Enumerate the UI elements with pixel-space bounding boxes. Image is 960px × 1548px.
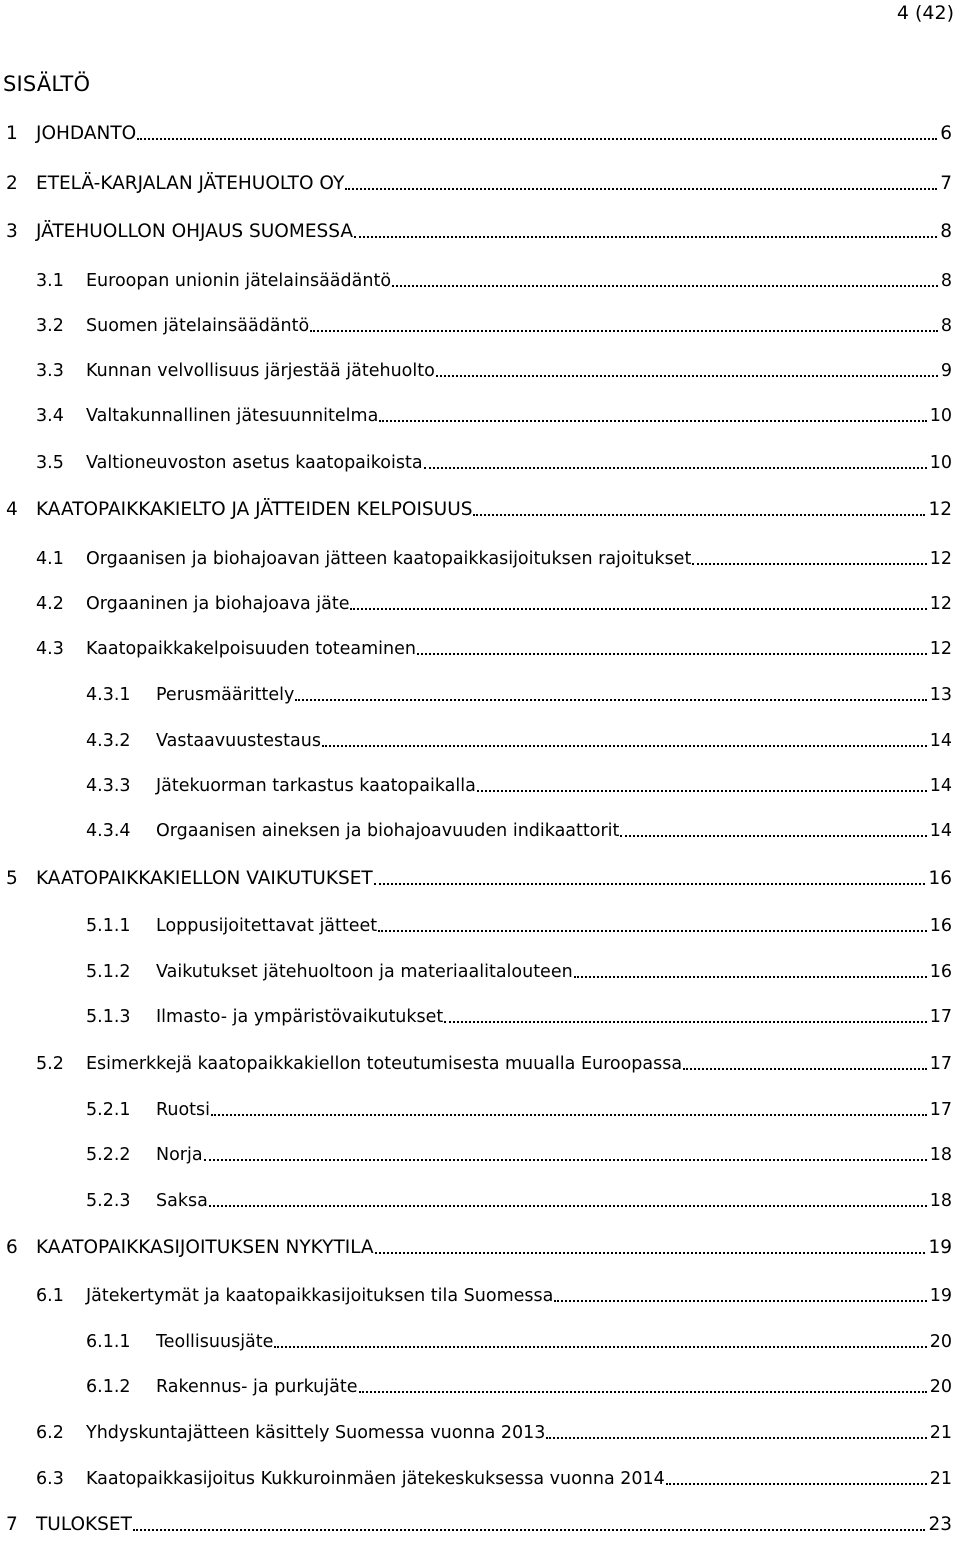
toc-entry-page: 12 [929,594,952,614]
toc-entry-number: 3.3 [36,361,64,381]
toc-entry-title: Kaatopaikkasijoitus Kukkuroinmäen jätekeskuksessa vuonna 2014 [86,1469,665,1489]
toc-entry[interactable] [6,1512,952,1538]
toc-dot-leader [620,834,926,837]
toc-entry-number: 5.2.2 [86,1145,131,1165]
toc-entry-title: KAATOPAIKKAKIELLON VAIKUTUKSET [36,868,373,889]
toc-entry-page: 18 [929,1145,952,1165]
toc-entry-title: Orgaaninen ja biohajoava jäte [86,594,350,614]
toc-entry[interactable] [6,497,952,523]
toc-entry[interactable] [86,1188,952,1214]
toc-entry[interactable] [86,682,952,708]
toc-entry-page: 12 [929,549,952,569]
toc-entry[interactable] [36,1283,952,1309]
toc-entry[interactable] [86,1142,952,1168]
toc-entry-number: 6.1.1 [86,1332,131,1352]
toc-entry-title: Rakennus- ja purkujäte [156,1377,358,1397]
toc-entry-title: Norja [156,1145,203,1165]
toc-entry-title: Vaikutukset jätehuoltoon ja materiaalitalouteen [156,962,573,982]
toc-dot-leader [274,1345,926,1348]
toc-entry-page: 9 [940,361,952,381]
toc-entry-page: 17 [929,1007,952,1027]
toc-entry-title: Suomen jätelainsäädäntö [86,316,310,336]
toc-entry-title: Kunnan velvollisuus järjestää jätehuolto [86,361,435,381]
toc-entry-title: Kaatopaikkakelpoisuuden toteaminen [86,639,416,659]
toc-entry[interactable] [36,268,952,294]
toc-entry-page: 8 [940,221,952,242]
toc-entry-page: 19 [929,1286,952,1306]
toc-dot-leader [375,1251,926,1254]
toc-entry[interactable] [86,773,952,799]
toc-entry[interactable] [6,121,952,147]
toc-entry[interactable] [36,1420,952,1446]
toc-entry-number: 6.1 [36,1286,64,1306]
toc-entry-number: 4.3.1 [86,685,131,705]
toc-entry[interactable] [36,358,952,384]
toc-entry[interactable] [86,818,952,844]
toc-entry-title: Valtioneuvoston asetus kaatopaikoista [86,453,423,473]
toc-entry-title: Esimerkkejä kaatopaikkakiellon toteutumisesta muualla Euroopassa [86,1054,683,1074]
toc-entry-title: TULOKSET [36,1514,132,1535]
toc-entry-title: Vastaavuustestaus [156,731,321,751]
toc-entry[interactable] [6,219,952,245]
toc-entry-number: 4.3.4 [86,821,131,841]
toc-entry-number: 3.4 [36,406,64,426]
toc-dot-leader [692,562,926,565]
toc-entry-page: 14 [929,776,952,796]
toc-entry[interactable] [36,313,952,339]
toc-entry[interactable] [36,1466,952,1492]
toc-dot-leader [417,652,927,655]
toc-entry-page: 19 [928,1237,952,1258]
toc-dot-leader [354,235,937,238]
toc-dot-leader [683,1067,927,1070]
toc-title: SISÄLTÖ [3,72,91,96]
toc-entry-number: 5.1.2 [86,962,131,982]
toc-entry[interactable] [36,403,952,429]
toc-entry-page: 16 [928,868,952,889]
toc-entry[interactable] [36,1051,952,1077]
toc-entry-title: Orgaanisen aineksen ja biohajoavuuden indikaattorit [156,821,620,841]
toc-entry-title: JÄTEHUOLLON OHJAUS SUOMESSA [36,221,353,242]
toc-entry-title: Ruotsi [156,1100,211,1120]
toc-entry-page: 12 [929,639,952,659]
toc-entry-number: 4.1 [36,549,64,569]
toc-dot-leader [378,929,927,932]
toc-entry-title: Perusmäärittely [156,685,295,705]
toc-entry-page: 23 [928,1514,952,1535]
toc-dot-leader [137,137,937,140]
toc-dot-leader [666,1482,927,1485]
toc-entry[interactable] [6,866,952,892]
toc-entry-number: 3.2 [36,316,64,336]
toc-entry-page: 10 [929,453,952,473]
toc-dot-leader [436,374,938,377]
toc-entry-page: 17 [929,1054,952,1074]
toc-entry-title: Jätekertymät ja kaatopaikkasijoituksen tila Suomessa [86,1286,554,1306]
toc-entry-page: 16 [929,916,952,936]
toc-entry[interactable] [86,1374,952,1400]
toc-dot-leader [211,1113,927,1116]
toc-entry-title: JOHDANTO [36,123,137,144]
toc-entry-number: 6.3 [36,1469,64,1489]
toc-entry[interactable] [86,1097,952,1123]
toc-entry-number: 3.1 [36,271,64,291]
toc-entry-number: 5.2 [36,1054,64,1074]
toc-dot-leader [345,187,937,190]
toc-dot-leader [374,882,926,885]
toc-entry-number: 3 [6,221,18,242]
toc-entry-number: 6 [6,1237,18,1258]
toc-entry-number: 4.3.2 [86,731,131,751]
toc-entry-number: 7 [6,1514,18,1535]
toc-dot-leader [473,513,925,516]
toc-entry-page: 14 [929,821,952,841]
toc-entry-page: 14 [929,731,952,751]
toc-dot-leader [444,1020,926,1023]
toc-entry-number: 4.3 [36,639,64,659]
toc-dot-leader [574,975,927,978]
toc-entry-page: 8 [940,316,952,336]
toc-entry-page: 13 [929,685,952,705]
toc-entry-page: 21 [929,1469,952,1489]
toc-entry-page: 8 [940,271,952,291]
toc-entry-number: 4.3.3 [86,776,131,796]
toc-dot-leader [554,1299,926,1302]
toc-entry[interactable] [86,959,952,985]
toc-entry-number: 5 [6,868,18,889]
toc-entry-number: 5.1.3 [86,1007,131,1027]
toc-entry-title: Jätekuorman tarkastus kaatopaikalla [156,776,476,796]
toc-dot-leader [379,419,926,422]
toc-dot-leader [392,284,938,287]
toc-dot-leader [424,466,927,469]
toc-entry-page: 20 [929,1332,952,1352]
toc-entry-title: Loppusijoitettavat jätteet [156,916,378,936]
toc-entry[interactable] [86,913,952,939]
toc-dot-leader [204,1158,927,1161]
toc-dot-leader [133,1528,926,1531]
toc-entry-title: Saksa [156,1191,208,1211]
toc-entry-number: 6.2 [36,1423,64,1443]
toc-entry[interactable] [36,591,952,617]
toc-entry-title: Euroopan unionin jätelainsäädäntö [86,271,392,291]
toc-entry[interactable] [36,450,952,476]
toc-entry-number: 2 [6,173,18,194]
toc-entry-title: Ilmasto- ja ympäristövaikutukset [156,1007,444,1027]
toc-entry-page: 17 [929,1100,952,1120]
toc-entry-page: 16 [929,962,952,982]
toc-dot-leader [350,607,926,610]
toc-entry-title: Yhdyskuntajätteen käsittely Suomessa vuonna 2013 [86,1423,546,1443]
toc-entry-number: 6.1.2 [86,1377,131,1397]
toc-dot-leader [546,1436,926,1439]
toc-entry-number: 5.2.3 [86,1191,131,1211]
toc-entry-page: 12 [928,499,952,520]
toc-entry-title: Valtakunnallinen jätesuunnitelma [86,406,379,426]
toc-dot-leader [322,744,927,747]
toc-entry-number: 5.1.1 [86,916,131,936]
toc-entry-title: Orgaanisen ja biohajoavan jätteen kaatopaikkasijoituksen rajoitukset [86,549,692,569]
toc-entry-page: 7 [940,173,952,194]
toc-entry-number: 5.2.1 [86,1100,131,1120]
toc-entry-page: 18 [929,1191,952,1211]
toc-entry-page: 21 [929,1423,952,1443]
toc-entry-number: 3.5 [36,453,64,473]
toc-entry-number: 4 [6,499,18,520]
toc-entry[interactable] [86,1329,952,1355]
toc-entry[interactable] [6,1235,952,1261]
toc-entry-title: ETELÄ-KARJALAN JÄTEHUOLTO OY [36,173,345,194]
toc-entry[interactable] [36,636,952,662]
toc-entry-number: 4.2 [36,594,64,614]
toc-dot-leader [295,698,926,701]
toc-entry-page: 20 [929,1377,952,1397]
toc-dot-leader [477,789,927,792]
toc-entry[interactable] [6,171,952,197]
toc-entry[interactable] [36,546,952,572]
toc-entry[interactable] [86,1004,952,1030]
toc-entry-number: 1 [6,123,18,144]
toc-entry-page: 6 [940,123,952,144]
toc-dot-leader [209,1204,927,1207]
toc-dot-leader [359,1390,927,1393]
toc-dot-leader [310,329,938,332]
toc-entry-page: 10 [929,406,952,426]
toc-entry-title: KAATOPAIKKASIJOITUKSEN NYKYTILA [36,1237,374,1258]
toc-entry[interactable] [86,728,952,754]
toc-entry-title: KAATOPAIKKAKIELTO JA JÄTTEIDEN KELPOISUUS [36,499,473,520]
toc-entry-title: Teollisuusjäte [156,1332,274,1352]
page-number: 4 (42) [896,2,954,24]
